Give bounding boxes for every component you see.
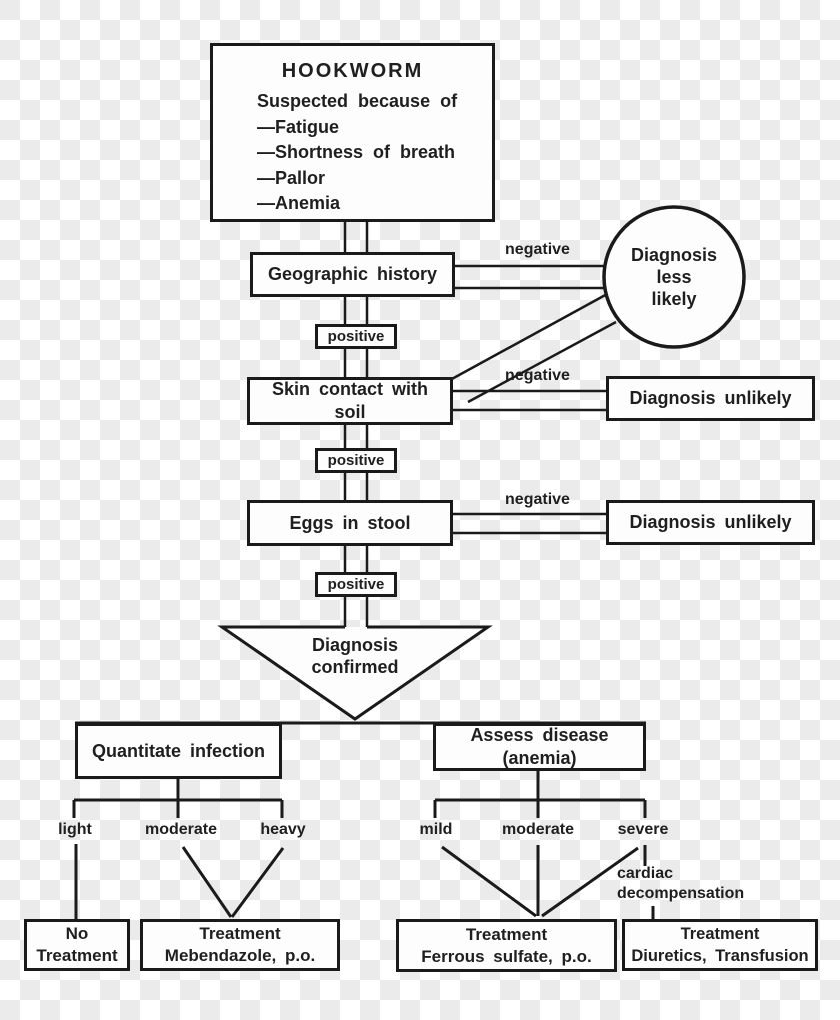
assess-bracket (435, 771, 645, 818)
diagnosis-unlikely-box-1 (606, 376, 815, 421)
diagnosis-unlikely-label-2: Diagnosis unlikely (629, 512, 792, 532)
connector-positive3-to-triangle (345, 597, 367, 628)
skin-contact-line1: Skin contact with (271, 379, 429, 399)
confirmed-line2: confirmed (311, 657, 399, 677)
level-mild-label: mild (419, 821, 453, 838)
less-likely-line3: likely (651, 289, 697, 309)
positive-box-1 (315, 324, 397, 349)
negative-label-2: negative (505, 367, 570, 384)
diagnosis-confirmed-text (275, 634, 435, 678)
diagnosis-unlikely-label-1: Diagnosis unlikely (629, 388, 792, 408)
negative-label-3: negative (505, 491, 570, 508)
geographic-history-box (250, 252, 455, 297)
moderate-heavy-connector (183, 847, 283, 917)
hookworm-intro-box (210, 43, 495, 222)
diagnosis-unlikely-box-2 (606, 500, 815, 545)
eggs-in-stool-box (247, 500, 453, 546)
assess-disease-box (433, 723, 646, 771)
assess-disease-line2: (anemia) (502, 748, 577, 768)
symptom-fatigue: —Fatigue (257, 116, 340, 137)
level-moderate-label: moderate (144, 821, 218, 838)
negative-label-1: negative (505, 241, 570, 258)
connector-geographic-negative (455, 266, 607, 288)
eggs-in-stool-label: Eggs in stool (289, 512, 411, 533)
connector-top-to-geographic (345, 222, 367, 252)
connector-positive2-to-eggs (345, 473, 367, 500)
cardiac-note-line1: cardiac (617, 865, 674, 882)
connector-skin-to-positive2 (345, 425, 367, 448)
less-likely-line2: less (656, 267, 692, 287)
level-moderate2-label: moderate (501, 821, 575, 838)
level-heavy-label: heavy (260, 821, 306, 838)
mebendazole-line1: Treatment (199, 924, 281, 943)
diagnosis-less-likely-text (604, 244, 744, 310)
assess-disease-line1: Assess disease (470, 725, 609, 745)
hookworm-title: HOOKWORM (281, 60, 424, 82)
suspected-line: Suspected because of (257, 91, 458, 111)
connector-skin-to-circle-diagonal (450, 293, 616, 402)
positive-box-2 (315, 448, 397, 473)
connector-eggs-negative (453, 514, 606, 533)
level-severe-label: severe (617, 821, 669, 838)
mebendazole-line2: Mebendazole, p.o. (164, 946, 316, 965)
quantitate-infection-label: Quantitate infection (91, 740, 265, 761)
quantitate-infection-box (75, 723, 282, 779)
positive-box-3 (315, 572, 397, 597)
ferrous-sulfate-line1: Treatment (465, 924, 548, 944)
symptom-anemia: —Anemia (257, 193, 341, 213)
cardiac-decompensation-note (617, 864, 767, 904)
mebendazole-treatment-box (140, 919, 340, 971)
skin-contact-box (247, 377, 453, 425)
ferrous-sulfate-treatment-box (396, 919, 617, 972)
symptom-pallor: —Pallor (257, 167, 326, 188)
geographic-history-label: Geographic history (267, 264, 438, 284)
connector-eggs-to-positive3 (345, 546, 367, 572)
positive-label-1: positive (327, 327, 385, 345)
connector-positive1-to-skin (345, 349, 367, 377)
quantitate-bracket (74, 779, 282, 818)
cardiac-note-line2: decompensation (617, 885, 745, 902)
confirmed-line1: Diagnosis (311, 635, 399, 655)
skin-contact-line2: soil (334, 402, 366, 422)
diuretics-treatment-box (622, 919, 818, 971)
less-likely-line1: Diagnosis (630, 245, 718, 265)
no-treatment-line2: Treatment (36, 946, 118, 965)
diuretics-line2: Diuretics, Transfusion (631, 947, 809, 965)
mild-moderate-severe-connector (442, 845, 638, 916)
level-light-label: light (58, 821, 92, 838)
diuretics-line1: Treatment (680, 925, 760, 943)
connector-skin-negative (453, 391, 606, 410)
positive-label-2: positive (327, 451, 385, 469)
connector-geographic-to-positive1 (345, 297, 367, 324)
no-treatment-box (24, 919, 130, 971)
ferrous-sulfate-line2: Ferrous sulfate, p.o. (421, 946, 592, 966)
no-treatment-line1: No (65, 924, 89, 943)
symptom-shortness-of-breath: —Shortness of breath (257, 142, 456, 162)
positive-label-3: positive (327, 575, 385, 593)
